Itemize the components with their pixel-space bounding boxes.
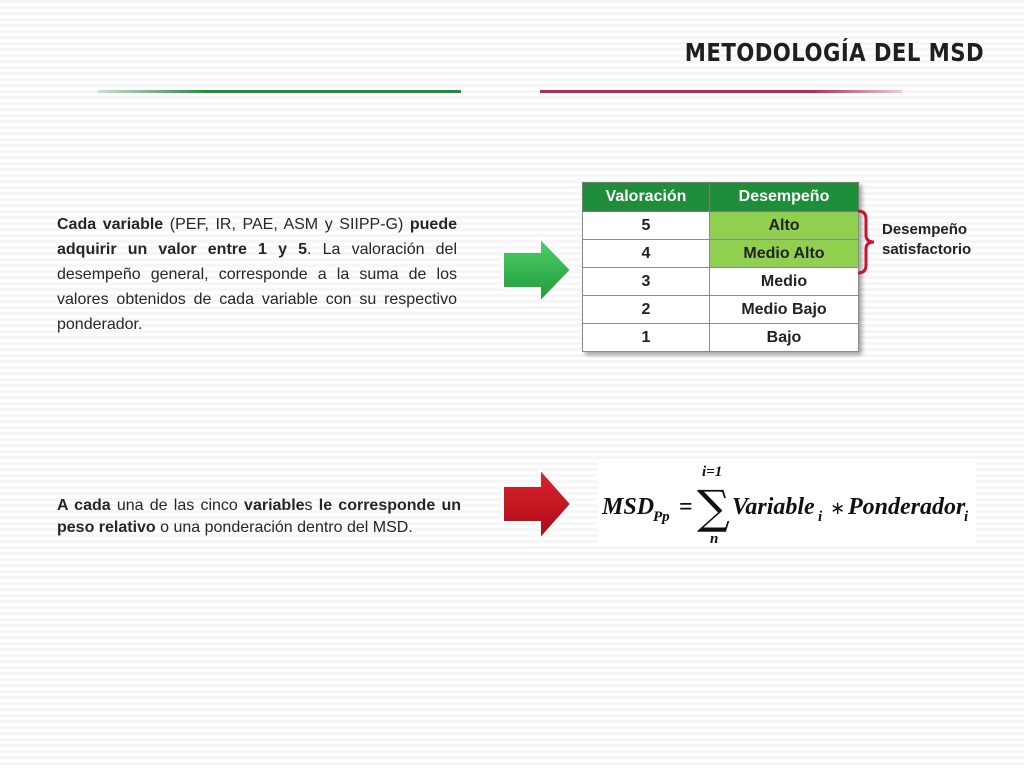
slide-title: METODOLOGÍA DEL MSD [684, 38, 984, 67]
satisfactory-label [882, 220, 971, 260]
formula-lhs: MSD [602, 494, 655, 520]
table-cell-valor: 4 [583, 240, 710, 268]
formula-term-ponderador: Ponderador [848, 494, 966, 520]
para2-bold-2: variable [244, 497, 305, 514]
para2-text-1: una de las cinco [110, 497, 245, 514]
formula-term-ponderador-subscript: i [964, 509, 969, 525]
sum-upper-limit: i=1 [702, 464, 723, 480]
table-row [583, 296, 859, 324]
table-cell-desempeno: Bajo [710, 324, 859, 352]
header-desempeno: Desempeño [710, 183, 859, 212]
sum-symbol-icon: ∑ [697, 480, 730, 534]
table-header-row [583, 183, 859, 212]
table-row [583, 324, 859, 352]
title-divider-red [540, 90, 902, 93]
satisfactory-label-line2: satisfactorio [882, 241, 972, 258]
msd-formula [598, 460, 976, 546]
table-cell-desempeno: Medio Bajo [710, 296, 859, 324]
table-cell-desempeno: Alto [710, 212, 859, 240]
table-cell-valor: 5 [583, 212, 710, 240]
sum-lower-limit: n [710, 531, 719, 546]
para1-text-2: . La valoración del desempeño general, corresponde a la suma de los valores obtenidos de cada variable con su respectivo ponderador. [57, 241, 458, 333]
para1-text-1: (PEF, IR, PAE, ASM y SIIPP-G) [163, 216, 410, 233]
right-arrow-green-icon [500, 235, 575, 305]
right-arrow-red-icon [500, 466, 575, 542]
para2-bold-1: A cada [57, 497, 111, 514]
valuation-table [582, 182, 859, 352]
table-cell-valor: 3 [583, 268, 710, 296]
para1-bold-2: puede adquirir un valor entre 1 y 5 [57, 216, 457, 258]
weights-description [57, 495, 461, 539]
title-divider-green [98, 90, 461, 93]
curly-brace-icon [856, 209, 880, 275]
table-cell-valor: 1 [583, 324, 710, 352]
table-row [583, 268, 859, 296]
formula-term-variable: Variable [732, 494, 815, 520]
para2-text-2: s [304, 497, 319, 514]
formula-term-variable-subscript: i [818, 509, 823, 525]
table-cell-desempeno: Medio [710, 268, 859, 296]
table-row [583, 240, 859, 268]
formula-lhs-subscript: Pp [653, 509, 670, 525]
formula-equals: = [679, 494, 693, 520]
table-cell-desempeno: Medio Alto [710, 240, 859, 268]
para2-bold-3: le corresponde un peso relativo [57, 497, 461, 536]
formula-svg [598, 460, 976, 546]
table-row [583, 212, 859, 240]
formula-times: ∗ [830, 498, 846, 519]
para2-text-3: o una ponderación dentro del MSD. [155, 519, 413, 536]
para1-bold-1: Cada variable [57, 216, 164, 233]
table-cell-valor: 2 [583, 296, 710, 324]
satisfactory-label-line1: Desempeño [882, 221, 968, 238]
header-valoracion: Valoración [583, 183, 710, 212]
variables-description [57, 212, 457, 337]
